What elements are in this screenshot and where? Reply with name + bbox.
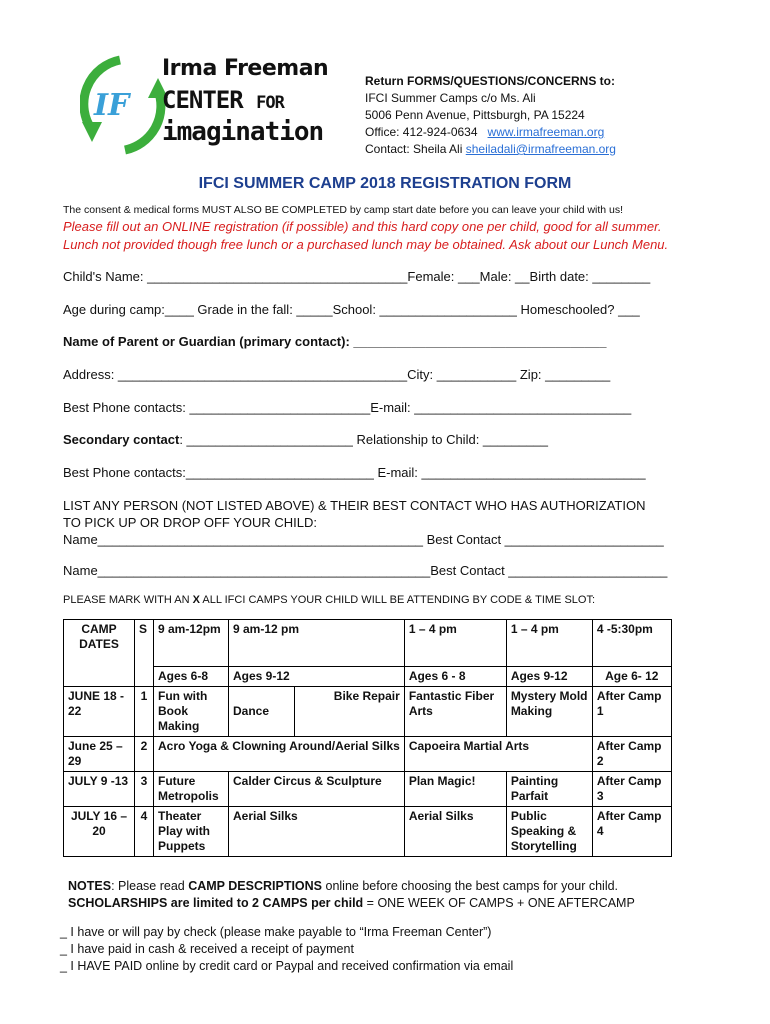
r1-b1[interactable]: Dance	[229, 687, 295, 737]
return-office: Office: 412-924-0634 www.irmafreeman.org	[365, 125, 605, 139]
r4-dates: JULY 16 – 20	[64, 807, 135, 857]
h-4-530: 4 -5:30pm	[592, 620, 671, 667]
authorized-person-2[interactable]: Name______________________________________________Best Contact ______________________	[63, 563, 668, 578]
logo-line-3: imagination	[162, 117, 324, 147]
r4-s: 4	[135, 807, 154, 857]
table-row	[64, 620, 672, 667]
r3-s: 3	[135, 772, 154, 807]
payment-options	[60, 924, 513, 975]
ages-c: Ages 6 - 8	[404, 667, 506, 687]
scholarship-line: SCHOLARSHIPS are limited to 2 CAMPS per child = ONE WEEK OF CAMPS + ONE AFTERCAMP	[68, 896, 635, 910]
payment-cash[interactable]: _ I have paid in cash & received a receipt of payment	[60, 942, 354, 956]
return-line-1: IFCI Summer Camps c/o Ms. Ali	[365, 91, 536, 105]
logo	[80, 50, 340, 160]
r2-e[interactable]: After Camp 2	[592, 737, 671, 772]
r2-ab[interactable]: Acro Yoga & Clowning Around/Aerial Silks	[154, 737, 405, 772]
authorization-block	[63, 497, 664, 548]
r3-a[interactable]: Future Metropolis	[154, 772, 229, 807]
r2-s: 2	[135, 737, 154, 772]
r4-a[interactable]: Theater Play with Puppets	[154, 807, 229, 857]
parent-field[interactable]: Name of Parent or Guardian (primary contact): ___________________________________	[63, 334, 607, 349]
r4-d[interactable]: Public Speaking & Storytelling	[506, 807, 592, 857]
r3-b[interactable]: Calder Circus & Sculpture	[229, 772, 405, 807]
r3-dates: JULY 9 -13	[64, 772, 135, 807]
return-contact: Contact: Sheila Ali sheiladali@irmafreeman.org	[365, 142, 616, 156]
red-note	[63, 218, 668, 254]
r1-b2[interactable]: Bike Repair	[294, 687, 404, 737]
notes-block	[68, 878, 635, 912]
r1-s: 1	[135, 687, 154, 737]
return-heading: Return FORMS/QUESTIONS/CONCERNS to:	[365, 74, 616, 88]
r2-dates: June 25 –29	[64, 737, 135, 772]
ages-b: Ages 9-12	[229, 667, 405, 687]
r3-e[interactable]: After Camp 3	[592, 772, 671, 807]
r1-c[interactable]: Fantastic Fiber Arts	[404, 687, 506, 737]
authorized-person-1[interactable]: Name_____________________________________________ Best Contact ______________________	[63, 532, 664, 547]
h-1-4-a: 1 – 4 pm	[404, 620, 506, 667]
r3-d[interactable]: Painting Parfait	[506, 772, 592, 807]
authorization-line-1: LIST ANY PERSON (NOT LISTED ABOVE) & THEIR BEST CONTACT WHO HAS AUTHORIZATION	[63, 498, 646, 513]
email-link[interactable]: sheiladali@irmafreeman.org	[465, 142, 616, 156]
website-link[interactable]: www.irmafreeman.org	[487, 125, 605, 139]
r1-d[interactable]: Mystery Mold Making	[506, 687, 592, 737]
h-9am-b: 9 am-12 pm	[229, 620, 405, 667]
logo-mark: IF	[94, 88, 130, 123]
table-row	[64, 667, 672, 687]
red-note-1: Please fill out an ONLINE registration (if possible) and this hard copy one per child, good for all summer.	[63, 219, 662, 234]
r4-c[interactable]: Aerial Silks	[404, 807, 506, 857]
return-line-2: 5006 Penn Avenue, Pittsburgh, PA 15224	[365, 108, 585, 122]
table-row	[64, 737, 672, 772]
ages-a: Ages 6-8	[154, 667, 229, 687]
ages-d: Ages 9-12	[506, 667, 592, 687]
table-row	[64, 687, 672, 737]
table-row	[64, 772, 672, 807]
payment-online[interactable]: _ I HAVE PAID online by credit card or Paypal and received confirmation via email	[60, 959, 514, 973]
logo-line-2: CENTER FOR	[162, 86, 284, 114]
logo-line-1: Irma Freeman	[162, 56, 329, 81]
h-dates: CAMP DATES	[64, 620, 135, 687]
r1-a[interactable]: Fun with Book Making	[154, 687, 229, 737]
phone-field-1[interactable]: Best Phone contacts: _________________________E-mail: ______________________________	[63, 400, 632, 415]
age-field[interactable]: Age during camp:____ Grade in the fall: _____School: ___________________ Homeschooled? ___	[63, 302, 640, 317]
notes-line: NOTES: Please read CAMP DESCRIPTIONS online before choosing the best camps for your child.	[68, 879, 619, 893]
consent-note: The consent & medical forms MUST ALSO BE COMPLETED by camp start date before you can leave your child with us!	[63, 204, 624, 216]
h-s: S	[135, 620, 154, 687]
h-1-4-b: 1 – 4 pm	[506, 620, 592, 667]
r1-dates: JUNE 18 - 22	[64, 687, 135, 737]
phone-field-2[interactable]: Best Phone contacts:__________________________ E-mail: _______________________________	[63, 465, 646, 480]
r4-b[interactable]: Aerial Silks	[229, 807, 405, 857]
r3-c[interactable]: Plan Magic!	[404, 772, 506, 807]
ages-e: Age 6- 12	[592, 667, 671, 687]
mark-instruction: PLEASE MARK WITH AN X ALL IFCI CAMPS YOUR CHILD WILL BE ATTENDING BY CODE & TIME SLOT:	[63, 594, 596, 606]
r1-e[interactable]: After Camp 1	[592, 687, 671, 737]
child-field[interactable]: Child's Name: ____________________________________Female: ___Male: __Birth date: ________	[63, 269, 651, 284]
table-row	[64, 807, 672, 857]
r2-cd[interactable]: Capoeira Martial Arts	[404, 737, 592, 772]
camp-table	[63, 619, 672, 857]
page-title: IFCI SUMMER CAMP 2018 REGISTRATION FORM	[198, 175, 572, 192]
return-block	[365, 73, 616, 158]
secondary-field[interactable]: Secondary contact: _______________________ Relationship to Child: _________	[63, 432, 548, 447]
r4-e[interactable]: After Camp 4	[592, 807, 671, 857]
red-note-2: Lunch not provided though free lunch or a purchased lunch may be obtained. Ask about our Lunch Menu.	[63, 237, 669, 252]
payment-check[interactable]: _ I have or will pay by check (please make payable to “Irma Freeman Center”)	[60, 925, 492, 939]
authorization-line-2: TO PICK UP OR DROP OFF YOUR CHILD:	[63, 515, 318, 530]
h-9am: 9 am-12pm	[154, 620, 229, 667]
address-field[interactable]: Address: ________________________________________City: ___________ Zip: _________	[63, 367, 611, 382]
